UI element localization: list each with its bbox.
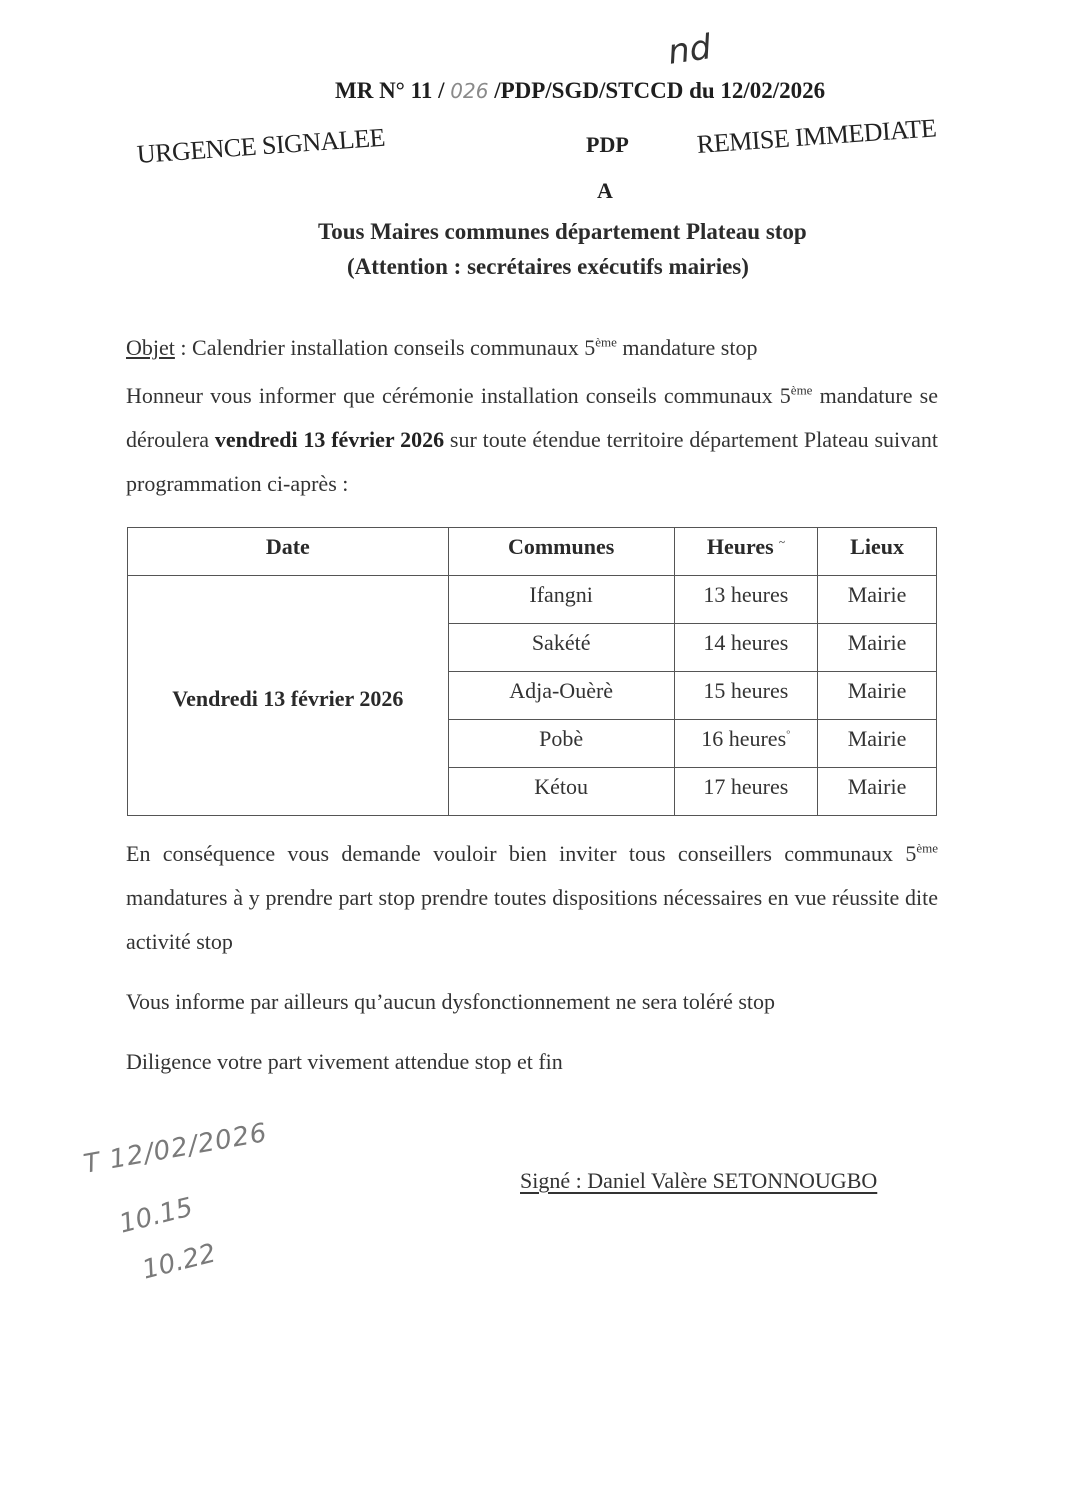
commune-cell: Pobè: [448, 720, 674, 768]
reference-suffix: /PDP/SGD/STCCD du 12/02/2026: [488, 78, 826, 103]
heure-cell: 14 heures: [674, 624, 818, 672]
consequence-text-1: En conséquence vous demande vouloir bien inviter tous conseillers communaux 5: [126, 841, 917, 866]
heure-cell: 17 heures: [674, 768, 818, 816]
date-cell: Vendredi 13 février 2026: [128, 576, 449, 816]
to-label: A: [597, 178, 613, 203]
subject-text-end: mandature stop: [616, 335, 758, 360]
header-heures: [674, 528, 818, 576]
intro-text-2: mandature se déroulera: [126, 383, 939, 452]
recipients-line-2: (Attention : secrétaires exécutifs mairies): [347, 254, 749, 279]
commune-cell: Sakété: [448, 624, 674, 672]
handwritten-date: T 12/02/2026: [81, 1117, 270, 1180]
commune-cell: Kétou: [448, 768, 674, 816]
consequence-sup: ème: [916, 840, 938, 856]
reference-prefix: MR N° 11 /: [335, 78, 451, 103]
consequence-paragraph: [126, 832, 938, 964]
subject-sup: ème: [595, 334, 617, 350]
lieu-cell: Mairie: [818, 672, 937, 720]
commune-cell: Adja-Ouèrè: [448, 672, 674, 720]
handwritten-time-1: 10.15: [116, 1192, 196, 1240]
lieu-cell: Mairie: [818, 768, 937, 816]
lieu-cell: Mairie: [818, 576, 937, 624]
intro-text-3: sur toute étendue territoire département Plateau suivant programmation ci-après :: [126, 427, 938, 496]
schedule-table: [127, 527, 937, 816]
subject-line: [126, 326, 938, 370]
intro-text-1: Honneur vous informer que cérémonie installation conseils communaux 5: [126, 383, 791, 408]
table-row: [128, 576, 937, 624]
subject-label: Objet: [126, 335, 175, 360]
lieu-cell: Mairie: [818, 720, 937, 768]
header-communes: Communes: [448, 528, 674, 576]
info-paragraph: Vous informe par ailleurs qu’aucun dysfonctionnement ne sera toléré stop: [126, 989, 776, 1014]
intro-bold-date: vendredi 13 février 2026: [214, 427, 445, 452]
commune-cell: Ifangni: [448, 576, 674, 624]
intro-paragraph: [126, 374, 938, 506]
heure-label: 16 heures: [701, 726, 787, 751]
intro-sup: ème: [790, 382, 813, 398]
heure-cell: 13 heures: [674, 576, 818, 624]
consequence-text-2: mandatures à y prendre part stop prendre toutes dispositions nécessaires en vue réussite dite activité stop: [126, 885, 938, 954]
pen-mark-icon: °: [786, 728, 791, 741]
header-date: Date: [128, 528, 449, 576]
header-lieux: Lieux: [818, 528, 937, 576]
header-heures-label: Heures: [706, 534, 774, 559]
heure-cell: [674, 720, 818, 768]
urgency-stamp: URGENCE SIGNALEE: [135, 122, 386, 169]
handwritten-time-2: 10.22: [139, 1238, 219, 1286]
table-header-row: [128, 528, 937, 576]
signature-line: Signé : Daniel Valère SETONNOUGBO: [520, 1168, 878, 1193]
pen-mark-icon: ~: [779, 536, 785, 549]
message-reference: [335, 78, 825, 104]
delivery-stamp: REMISE IMMEDIATE: [695, 113, 938, 159]
subject-separator: :: [174, 335, 193, 360]
sender-label: PDP: [586, 132, 629, 157]
reference-handwritten-number: 026: [450, 79, 489, 103]
diligence-paragraph: Diligence votre part vivement attendue stop et fin: [126, 1049, 563, 1074]
lieu-cell: Mairie: [818, 624, 937, 672]
heure-cell: 15 heures: [674, 672, 818, 720]
subject-text: Calendrier installation conseils communaux 5: [192, 335, 596, 360]
handwritten-initials: nd: [665, 27, 714, 73]
recipients-line-1: Tous Maires communes département Plateau stop: [318, 219, 807, 244]
